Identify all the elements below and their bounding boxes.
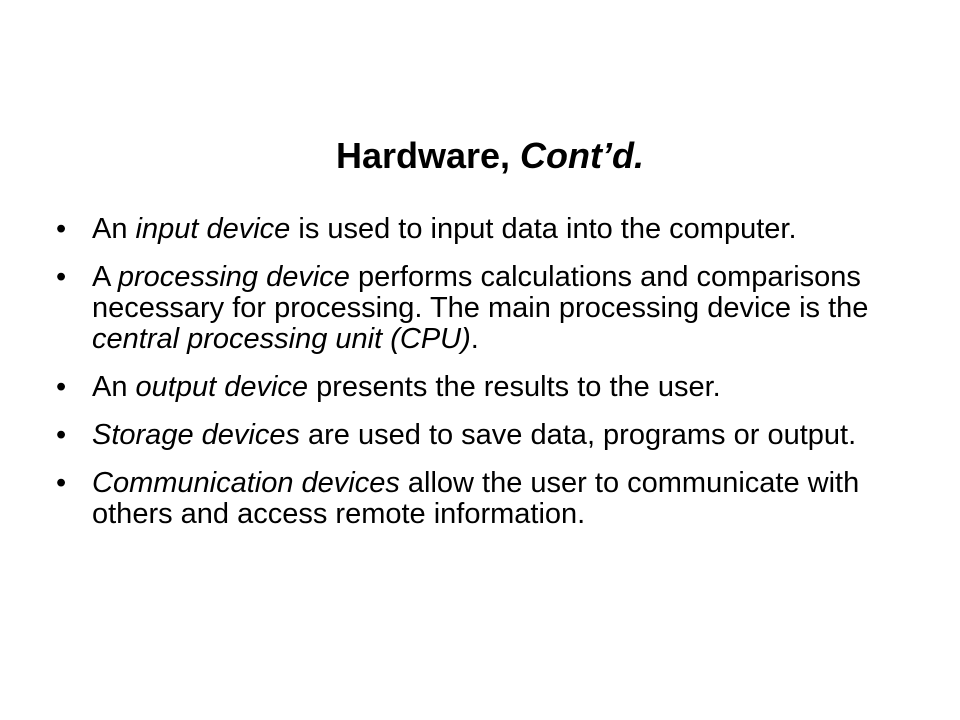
bullet-marker: • [56, 261, 67, 293]
bullet-marker: • [56, 467, 67, 499]
bullet-text: A [92, 261, 118, 293]
bullet-item-processing-device [52, 262, 932, 355]
bullet-marker: • [56, 371, 67, 403]
bullet-list [52, 214, 932, 547]
bullet-item-output-device [52, 372, 932, 403]
slide-title-plain: Hardware, [335, 135, 521, 176]
bullet-marker: • [56, 213, 67, 245]
bullet-item-storage-devices [52, 420, 932, 451]
bullet-text: presents the results to the user. [308, 371, 721, 403]
bullet-text: performs calculations and comparisons necessary for processing. The main processing device is the [92, 261, 869, 324]
bullet-text: allow the user to communicate with others and access remote information. [92, 467, 860, 530]
bullet-text: are used to save data, programs or output. [299, 419, 857, 451]
bullet-term: input device [135, 213, 291, 245]
bullet-text: . [470, 323, 479, 355]
bullet-item-input-device [52, 214, 932, 245]
bullet-text: is used to input data into the computer. [290, 213, 797, 245]
bullet-term: output device [135, 371, 309, 403]
bullet-marker: • [56, 419, 67, 451]
bullet-term: processing device [117, 261, 350, 293]
slide-title-italic: Cont’d. [520, 135, 645, 176]
bullet-term: Storage devices [92, 419, 300, 451]
slide-title [0, 134, 960, 178]
bullet-term: Communication devices [92, 467, 400, 499]
bullet-item-communication-devices [52, 468, 932, 530]
bullet-text: An [92, 371, 136, 403]
bullet-term: central processing unit (CPU) [92, 323, 471, 355]
bullet-text: An [92, 213, 136, 245]
